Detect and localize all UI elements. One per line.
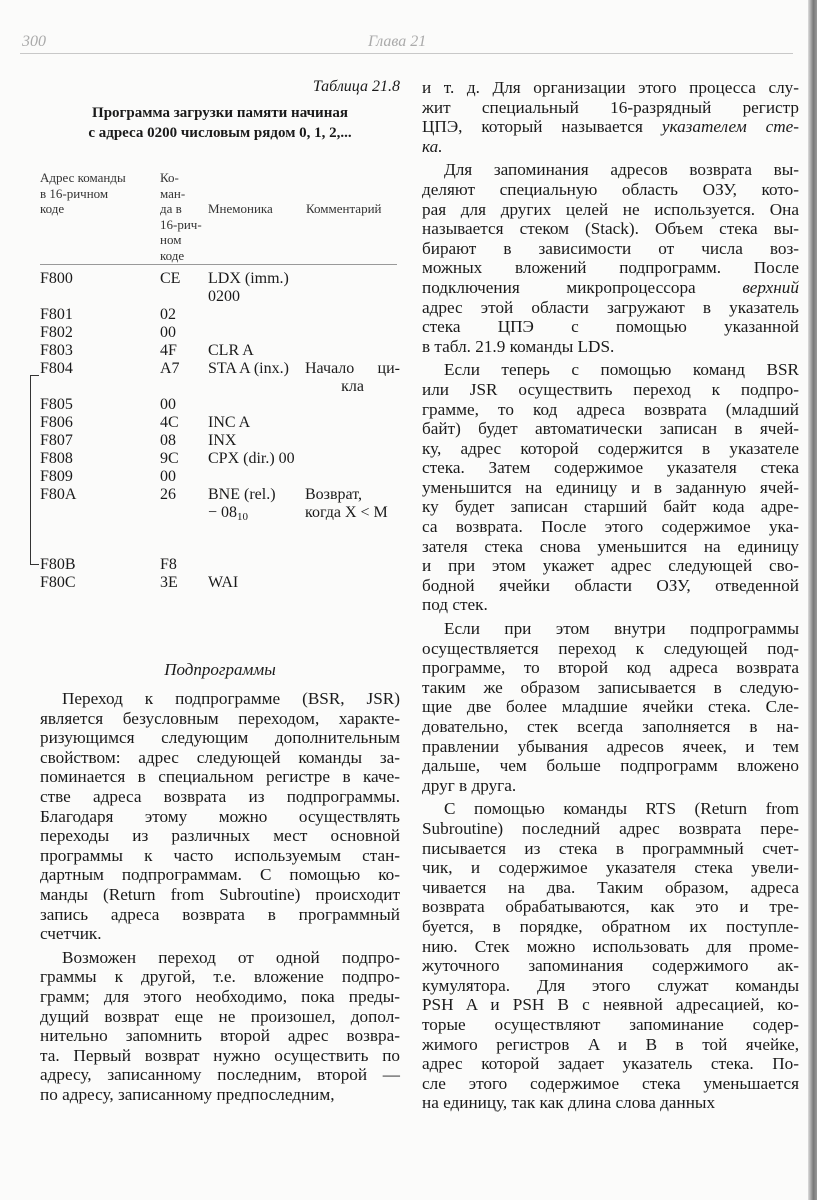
text-line: друг в друга. — [422, 775, 517, 795]
text-line: чивается на два. Таким образом, адреса — [422, 877, 799, 897]
address-cell: F804 — [40, 360, 73, 377]
loop-bracket-arrow — [30, 375, 39, 565]
header-mnemonic: Мнемоника — [208, 201, 273, 216]
comment-cell — [305, 360, 400, 396]
header-line: Адрес команды — [40, 170, 126, 185]
paragraph — [422, 78, 799, 156]
table-row — [40, 432, 400, 450]
text-line: под стек. — [422, 595, 488, 615]
comment-cell — [305, 450, 400, 468]
mnemonic-cell — [208, 556, 305, 574]
text-line: торые осуществляют запоминание содер- — [422, 1014, 799, 1034]
text-line: ку, адрес которой содержится в указателе — [422, 438, 799, 458]
header-address — [40, 170, 126, 217]
header-line: да в — [160, 201, 182, 216]
text-line: уменьшится на единицу и в заданную ячей- — [422, 477, 799, 497]
text-line: стека ЦПЭ с помощью указанной — [422, 317, 799, 337]
comment-cell — [305, 574, 400, 592]
address-cell: F800 — [40, 270, 73, 287]
text-line: сле этого содержимое стека уменьшается — [422, 1073, 799, 1093]
address-cell: F807 — [40, 432, 73, 449]
comment-cell — [305, 270, 400, 306]
text-line: рая для других целей не используется. Она — [422, 199, 799, 219]
code-cell: 02 — [160, 306, 176, 323]
text-line: грамме, то код адреса возврата (младший — [422, 399, 799, 419]
mnemonic-line: STA A (inx.) — [208, 360, 289, 377]
mnemonic-cell — [208, 324, 305, 342]
text-line: Для запоминания адресов возврата вы- — [444, 160, 799, 180]
comment-line: когда X < M — [305, 504, 388, 521]
mnemonic-line: WAI — [208, 574, 239, 591]
text-line: Subroutine) последний адрес возврата пере- — [422, 818, 799, 838]
paragraph — [422, 619, 799, 795]
right-column-text — [422, 78, 799, 1117]
mnemonic-cell — [208, 360, 305, 396]
comment-cell — [305, 306, 400, 324]
header-line: коде — [40, 201, 65, 216]
paragraph — [422, 360, 799, 615]
code-cell: CE — [160, 270, 181, 287]
text-line: жуточного запоминания содержимого ак- — [422, 956, 799, 976]
section-title: Подпрограммы — [164, 660, 276, 679]
header-line: коде — [160, 247, 185, 263]
comment-cell — [305, 468, 400, 486]
code-cell: 00 — [160, 468, 176, 485]
italic-term: ка. — [422, 136, 443, 156]
paragraph — [40, 948, 400, 1105]
text-line: жит специальный 16-разрядный регистр — [422, 97, 799, 117]
running-head: Глава 21 — [368, 33, 427, 50]
code-cell: A7 — [160, 360, 180, 377]
scan-edge — [808, 0, 817, 1200]
header-line: ман- — [160, 185, 186, 201]
mnemonic-cell — [208, 270, 305, 306]
mnemonic-cell — [208, 396, 305, 414]
code-cell: 26 — [160, 486, 176, 503]
text-line: в табл. 21.9 команды LDS. — [422, 336, 615, 356]
header-line: в 16-ричном — [40, 185, 109, 201]
mnemonic-line — [208, 504, 305, 526]
address-cell: F80B — [40, 556, 76, 573]
text-line: довательно, стек всегда заполняется в на- — [422, 717, 799, 736]
mnemonic-cell — [208, 450, 305, 468]
table-row — [40, 306, 400, 324]
text-line: и при этом укажет адрес следующей сво- — [422, 556, 799, 576]
address-cell: F80C — [40, 574, 76, 591]
text-line: дущий возврат еще не произошел, допол- — [40, 1006, 400, 1026]
mnemonic-line: BNE (rel.) — [208, 486, 276, 503]
text-line: свойством: адрес следующей команды за- — [40, 747, 400, 767]
table-row — [40, 396, 400, 414]
header-line: Ко- — [160, 170, 179, 185]
table-row — [40, 360, 400, 396]
italic-term: верхний — [742, 277, 799, 297]
comment-cell — [305, 396, 400, 414]
text-line: таким же образом записывается в следую- — [422, 677, 799, 697]
paragraph — [422, 799, 799, 1113]
mnemonic-cell — [208, 486, 305, 526]
text-line: нию. Стек можно использовать для проме- — [422, 936, 799, 956]
text-line: осуществляется переход к следующей под- — [422, 638, 799, 658]
mnemonic-cell — [208, 468, 305, 486]
text-line — [422, 278, 799, 298]
comment-cell — [305, 486, 400, 526]
text-line: жимого регистров A и B в той ячейке, — [422, 1034, 799, 1054]
mnemonic-line: LDX (imm.) — [208, 270, 289, 287]
text-line: байт) будет автоматически записан в ячей- — [422, 419, 799, 439]
address-cell: F802 — [40, 324, 73, 341]
code-cell: 00 — [160, 324, 176, 341]
mnemonic-line: INX — [208, 432, 237, 449]
text-line: называется стеком (Stack). Объем стека вы- — [422, 219, 799, 239]
code-cell: 00 — [160, 396, 176, 413]
table-title — [40, 103, 400, 143]
text-line: ризующимся следующим дополнительным — [40, 728, 400, 748]
text-line: манды (Return from Subroutine) происходит — [40, 884, 400, 904]
header-line: 16-рич- — [160, 216, 202, 232]
text-line: Переход к подпрограмме (BSR, JSR) — [62, 689, 400, 708]
code-cell: 4F — [160, 342, 177, 359]
mnemonic-line: − 08 — [208, 504, 238, 521]
table-row — [40, 468, 400, 486]
comment-cell — [305, 342, 400, 360]
text-line: адресу, записанному последним, второй — — [40, 1065, 400, 1085]
text-line: Благодаря этому можно осуществлять — [40, 806, 400, 826]
mnemonic-line: 0200 — [208, 288, 240, 305]
header-command — [160, 170, 202, 263]
mnemonic-cell — [208, 306, 305, 324]
text-line: PSH A и PSH B с неявной адресацией, ко- — [422, 995, 799, 1015]
comment-line: кла — [341, 378, 364, 395]
code-cell: F8 — [160, 556, 177, 573]
code-cell: 9C — [160, 450, 179, 467]
text-line: Если теперь с помощью команд BSR — [444, 360, 799, 380]
table-row — [40, 486, 400, 526]
text-segment: ЦПЭ, который называется — [422, 117, 662, 137]
comment-cell — [305, 556, 400, 574]
text-line: или JSR осуществить переход к подпро- — [422, 379, 799, 399]
comment-cell — [305, 432, 400, 450]
text-line: Если при этом внутри подпрограммы — [444, 619, 799, 639]
table-row — [40, 574, 400, 592]
text-line: и т. д. Для организации этого процесса слу- — [422, 78, 799, 97]
header-comment: Комментарий — [306, 201, 382, 216]
code-cell: 08 — [160, 432, 176, 449]
mnemonic-line: CPX (dir.) 00 — [208, 450, 295, 467]
text-line: по адресу, записанному предпоследним, — [40, 1084, 335, 1104]
subscript: 10 — [237, 511, 249, 523]
code-cell: 3E — [160, 574, 178, 591]
text-line: можных вложений подпрограмм. После — [422, 258, 799, 278]
table-title-line: Программа загрузки памяти начиная — [92, 105, 348, 121]
mnemonic-line: INC A — [208, 414, 251, 431]
text-segment: подключения микропроцессора — [422, 277, 743, 297]
text-line: бирают в зависимости от числа воз- — [422, 238, 799, 258]
table-row — [40, 556, 400, 574]
text-line: грамм; для этого необходимо, пока преды- — [40, 986, 400, 1006]
text-line: бодной ячейки области ОЗУ, отведенной — [422, 575, 799, 595]
text-line — [422, 117, 799, 137]
page-number: 300 — [22, 33, 46, 50]
table-row — [40, 450, 400, 468]
text-line: дартным подпрограммам. С помощью ко- — [40, 865, 400, 885]
text-line: запись адреса возврата в программный — [40, 904, 400, 924]
address-cell: F805 — [40, 396, 73, 413]
table-body — [40, 270, 400, 592]
code-cell: 4C — [160, 414, 179, 431]
text-line: деляют специальную область ОЗУ, кото- — [422, 179, 799, 199]
text-line: Возможен переход от одной подпро- — [62, 947, 400, 967]
text-line: поминается в специальном регистре в каче- — [40, 767, 400, 787]
italic-term: указателем сте- — [661, 117, 799, 137]
text-line: са возврата. После этого содержимое ука- — [422, 517, 799, 537]
text-line: адрес этой области загружают в указатель — [422, 297, 799, 317]
text-line: щие две более младшие ячейки стека. Сле- — [422, 697, 799, 717]
text-line: буется, в порядке, обратном их поступле- — [422, 916, 799, 936]
paragraph — [422, 160, 799, 356]
table-rule — [40, 264, 397, 265]
text-line: писывается из стека в программный счет- — [422, 838, 799, 858]
mnemonic-cell — [208, 432, 305, 450]
header-rule — [20, 53, 793, 54]
text-line: стве адреса возврата из подпрограммы. — [40, 786, 400, 806]
text-line: зателя стека снова уменьшится на единицу — [422, 536, 799, 556]
text-line: правлении убывания адресов ячеек, и тем — [422, 736, 799, 756]
text-line: С помощью команды RTS (Return from — [444, 799, 799, 819]
comment-cell — [305, 414, 400, 432]
address-cell: F806 — [40, 414, 73, 431]
text-line: нительно запомнить второй адрес возвра- — [40, 1026, 400, 1046]
paragraph — [40, 689, 400, 944]
text-line: адрес которой задает указатель стека. По- — [422, 1054, 799, 1074]
text-line — [422, 137, 799, 157]
address-cell: F801 — [40, 306, 73, 323]
comment-line: Возврат, — [305, 486, 363, 503]
text-line: является безусловным переходом, характе- — [40, 708, 400, 728]
address-cell: F809 — [40, 468, 73, 485]
text-line: программе, то второй код адреса возврата — [422, 658, 799, 678]
comment-cell — [305, 324, 400, 342]
comment-line: Начало ци- — [305, 360, 400, 377]
table-row — [40, 414, 400, 432]
text-line: счетчик. — [40, 924, 102, 944]
text-line: программы к часто используемым стан- — [40, 845, 400, 865]
text-line: ку будет записан старший байт кода адре- — [422, 497, 799, 517]
text-line: на единицу, так как длина слова данных — [422, 1093, 716, 1113]
header-line: ном — [160, 232, 182, 247]
text-line: стека. Затем содержимое указателя стека — [422, 458, 799, 478]
left-column-text — [40, 689, 400, 1108]
table-row — [40, 270, 400, 306]
text-line: переходы из различных мест основной — [40, 826, 400, 846]
text-line: граммы к другой, т.е. вложение подпро- — [40, 967, 400, 987]
table-title-line: с адреса 0200 числовым рядом 0, 1, 2,... — [88, 125, 352, 141]
address-cell: F803 — [40, 342, 73, 359]
text-line: кумулятора. Для этого служат команды — [422, 975, 799, 995]
table-caption: Таблица 21.8 — [312, 78, 400, 95]
address-cell: F80A — [40, 486, 77, 503]
mnemonic-cell — [208, 414, 305, 432]
table-row — [40, 324, 400, 342]
mnemonic-line: CLR A — [208, 342, 254, 359]
text-line: чик, и содержимое указателя стека увели- — [422, 858, 799, 878]
text-line: та. Первый возврат нужно осуществить по — [40, 1045, 400, 1065]
text-line: дальше, чем больше подпрограмм вложено — [422, 756, 799, 776]
mnemonic-cell — [208, 574, 305, 592]
table-row — [40, 342, 400, 360]
text-line: возврата обрабатываются, как это и тре- — [422, 897, 799, 917]
address-cell: F808 — [40, 450, 73, 467]
mnemonic-cell — [208, 342, 305, 360]
